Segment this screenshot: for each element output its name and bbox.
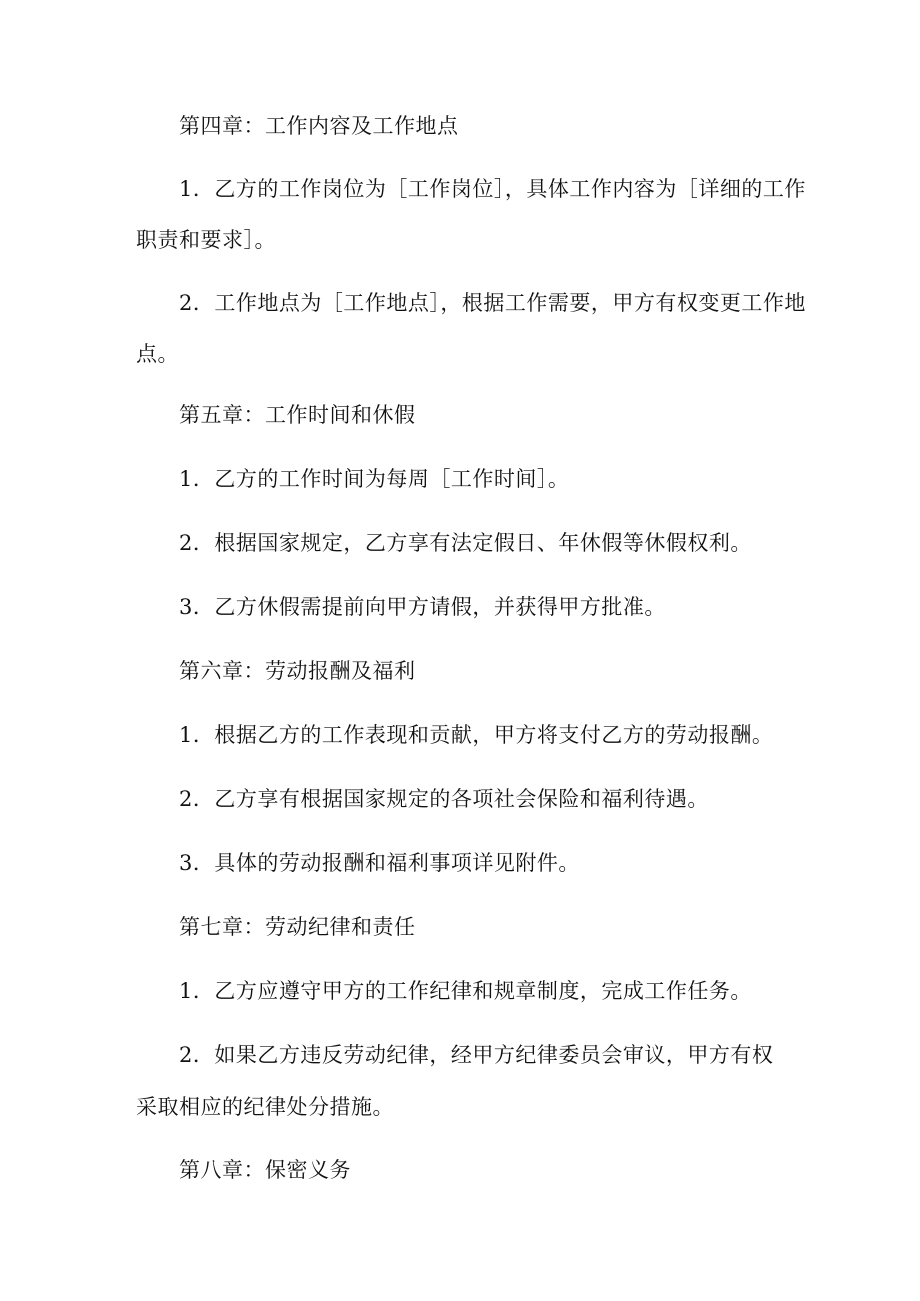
- chapter-7-item-2-line-1: 2．如果乙方违反劳动纪律，经甲方纪律委员会审议，甲方有权: [179, 1043, 774, 1067]
- chapter-7-item-2-line-2: 采取相应的纪律处分措施。: [136, 1095, 394, 1119]
- chapter-8-heading: 第八章：保密义务: [179, 1158, 351, 1182]
- chapter-6-item-1: 1．根据乙方的工作表现和贡献，甲方将支付乙方的劳动报酬。: [179, 723, 774, 747]
- chapter-6-heading: 第六章：劳动报酬及福利: [179, 659, 416, 683]
- chapter-4-item-1-line-2: 职责和要求］。: [136, 228, 276, 252]
- chapter-4-item-2-line-1: 2．工作地点为［工作地点］，根据工作需要，甲方有权变更工作地: [179, 291, 806, 315]
- chapter-5-heading: 第五章：工作时间和休假: [179, 403, 416, 427]
- chapter-7-heading: 第七章：劳动纪律和责任: [179, 915, 416, 939]
- chapter-5-item-1: 1．乙方的工作时间为每周［工作时间］。: [179, 467, 570, 491]
- chapter-6-item-3: 3．具体的劳动报酬和福利事项详见附件。: [179, 851, 580, 875]
- chapter-4-heading: 第四章：工作内容及工作地点: [179, 114, 459, 138]
- chapter-5-item-2: 2．根据国家规定，乙方享有法定假日、年休假等休假权利。: [179, 531, 752, 555]
- chapter-5-item-3: 3．乙方休假需提前向甲方请假，并获得甲方批准。: [179, 595, 666, 619]
- chapter-4-item-2-line-2: 点。: [136, 342, 179, 366]
- chapter-6-item-2: 2．乙方享有根据国家规定的各项社会保险和福利待遇。: [179, 787, 709, 811]
- chapter-7-item-1: 1．乙方应遵守甲方的工作纪律和规章制度，完成工作任务。: [179, 979, 752, 1003]
- chapter-4-item-1-line-1: 1．乙方的工作岗位为［工作岗位］，具体工作内容为［详细的工作: [179, 177, 806, 201]
